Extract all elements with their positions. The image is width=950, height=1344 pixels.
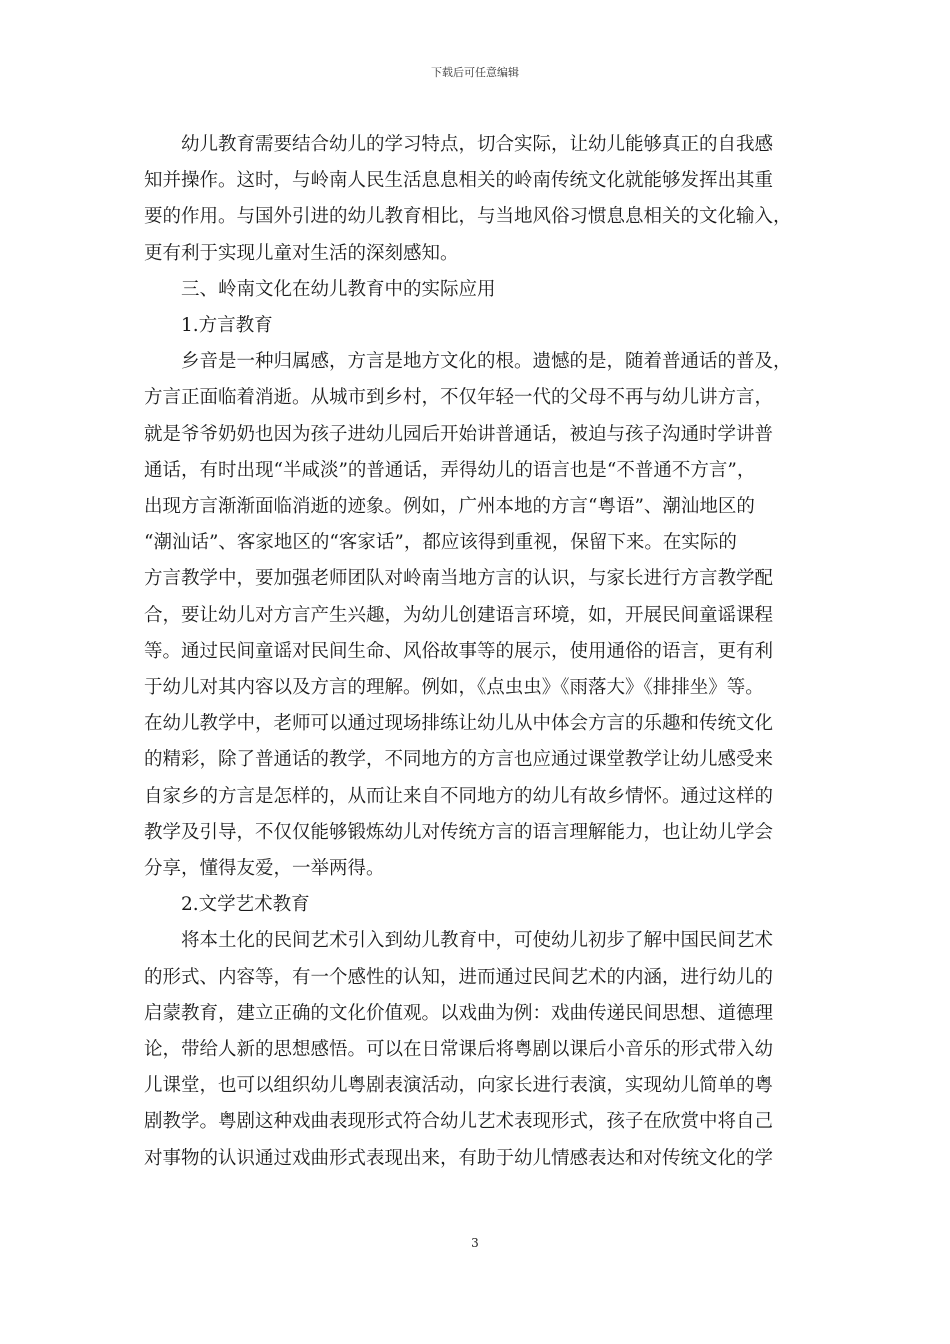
heading-text: 2.文学艺术教育: [181, 894, 310, 916]
text-line: 自家乡的方言是怎样的，从而让来自不同地方的幼儿有故乡情怀。通过这样的: [144, 785, 774, 807]
text-line: 合，要让幼儿对方言产生兴趣，为幼儿创建语言环境，如，开展民间童谣课程: [144, 604, 774, 626]
page-number: 3: [471, 1236, 479, 1250]
paragraph: [144, 127, 808, 272]
text-line: 就是爷爷奶奶也因为孩子进幼儿园后开始讲普通话，被迫与孩子沟通时学讲普: [144, 423, 774, 445]
section-heading: [144, 272, 808, 308]
page-footer: [0, 1236, 950, 1250]
heading-text: 三、岭南文化在幼儿教育中的实际应用: [181, 278, 496, 300]
subsection-heading: [144, 308, 808, 344]
text-line: 分享，懂得友爱，一举两得。: [144, 858, 385, 880]
subsection-heading: [144, 887, 808, 923]
page-header: [0, 66, 950, 80]
text-line: 知并操作。这时，与岭南人民生活息息相关的岭南传统文化就能够发挥出其重: [144, 170, 774, 192]
text-line: 等。通过民间童谣对民间生命、风俗故事等的展示，使用通俗的语言，更有利: [144, 640, 774, 662]
text-line: 对事物的认识通过戏曲形式表现出来，有助于幼儿情感表达和对传统文化的学: [144, 1147, 774, 1169]
text-line: 教学及引导，不仅仅能够锻炼幼儿对传统方言的语言理解能力，也让幼儿学会: [144, 821, 774, 843]
paragraph: [144, 923, 808, 1176]
text-line: 乡音是一种归属感，方言是地方文化的根。遗憾的是，随着普通话的普及，: [181, 351, 792, 373]
text-line: 的形式、内容等，有一个感性的认知，进而通过民间艺术的内涵，进行幼儿的: [144, 966, 774, 988]
text-line: 幼儿教育需要结合幼儿的学习特点，切合实际，让幼儿能够真正的自我感: [181, 134, 774, 155]
header-text: 下载后可任意编辑: [431, 66, 519, 79]
text-line: 通话，有时出现“半咸淡”的普通话，弄得幼儿的语言也是“不普通不方言”，: [144, 459, 756, 481]
text-line: 出现方言渐渐面临消逝的迹象。例如，广州本地的方言“粤语”、潮汕地区的: [144, 496, 755, 518]
text-line: 更有利于实现儿童对生活的深刻感知。: [144, 242, 459, 264]
text-line: 启蒙教育，建立正确的文化价值观。以戏曲为例：戏曲传递民间思想、道德理: [144, 1002, 774, 1024]
text-line: 将本土化的民间艺术引入到幼儿教育中，可使幼儿初步了解中国民间艺术: [181, 930, 774, 952]
text-line: 剧教学。粤剧这种戏曲表现形式符合幼儿艺术表现形式，孩子在欣赏中将自己: [144, 1111, 774, 1133]
text-line: 要的作用。与国外引进的幼儿教育相比，与当地风俗习惯息息相关的文化输入，: [144, 206, 792, 228]
text-line: “潮汕话”、客家地区的“客家话”，都应该得到重视，保留下来。在实际的: [144, 532, 737, 554]
document-body: [144, 127, 808, 1177]
text-line: 论，带给人新的思想感悟。可以在日常课后将粤剧以课后小音乐的形式带入幼: [144, 1039, 774, 1061]
text-line: 在幼儿教学中，老师可以通过现场排练让幼儿从中体会方言的乐趣和传统文化: [144, 713, 774, 735]
paragraph: [144, 344, 808, 887]
text-line: 儿课堂，也可以组织幼儿粤剧表演活动，向家长进行表演，实现幼儿简单的粤: [144, 1075, 774, 1097]
heading-text: 1.方言教育: [181, 315, 273, 337]
text-line: 的精彩，除了普通话的教学，不同地方的方言也应通过课堂教学让幼儿感受来: [144, 749, 774, 771]
text-line: 方言正面临着消逝。从城市到乡村，不仅年轻一代的父母不再与幼儿讲方言，: [144, 387, 774, 409]
text-line: 方言教学中，要加强老师团队对岭南当地方言的认识，与家长进行方言教学配: [144, 568, 774, 590]
text-line: 于幼儿对其内容以及方言的理解。例如，《点虫虫》《雨落大》《排排坐》等。: [144, 677, 764, 699]
